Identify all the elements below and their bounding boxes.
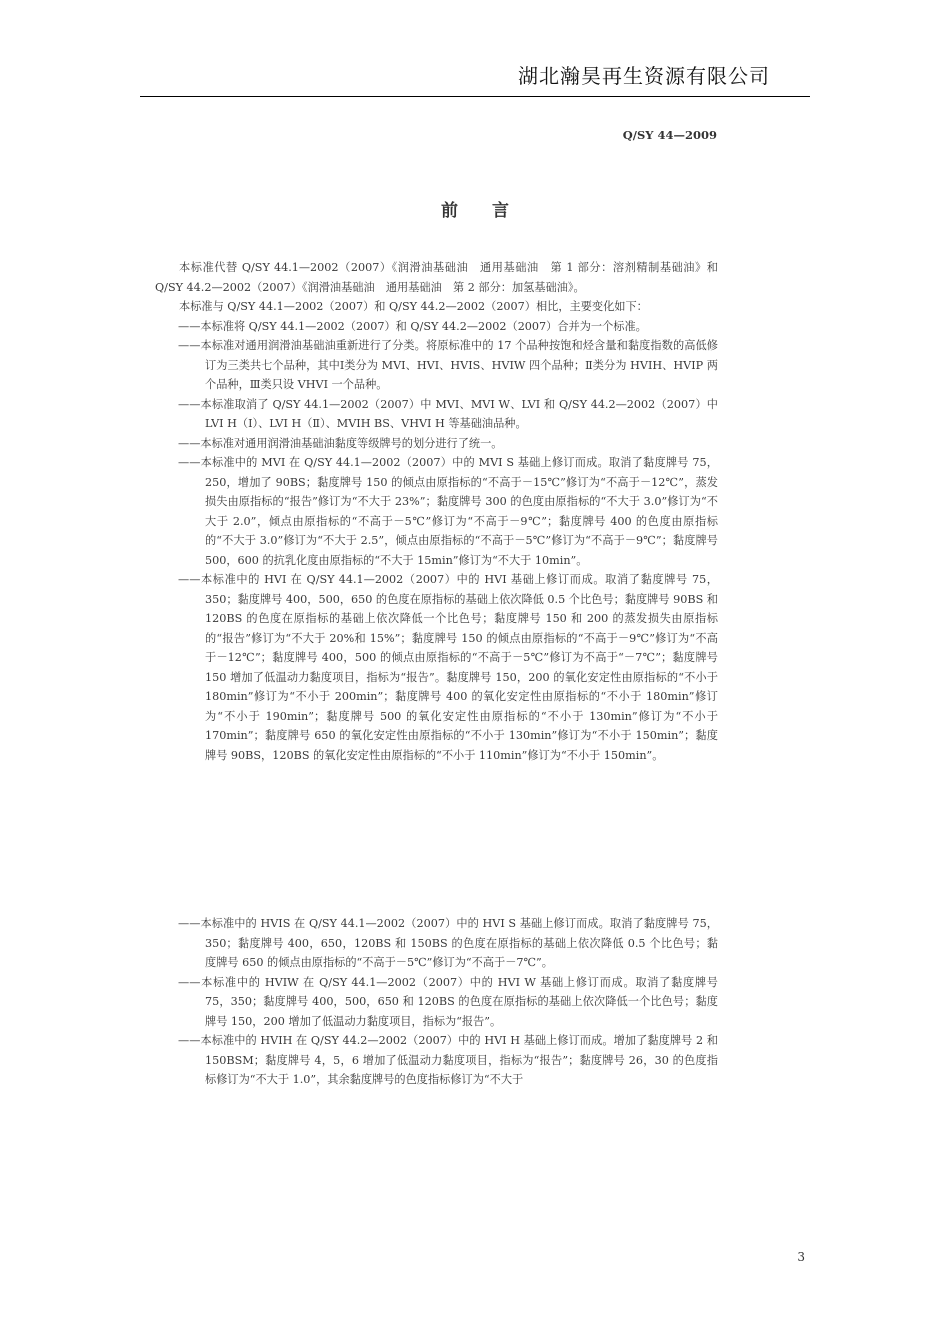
page-title [0, 196, 950, 221]
title-char-right: 言 [492, 201, 509, 221]
change-item: ——本标准对通用润滑油基础油重新进行了分类。将原标准中的 17 个品种按饱和烃含量和黏度指数的高低修订为三类共七个品种，其中Ⅰ类分为 MVI、HVI、HVIS、HVIW 四个品种；Ⅱ类分为 HVIH、HVIP 两个品种，Ⅲ类只设 VHVI 一个品种。 [178, 339, 718, 391]
change-item: ——本标准中的 MVI 在 Q/SY 44.1—2002（2007）中的 MVI S 基础上修订而成。取消了黏度牌号 75，250，增加了 90BS；黏度牌号 150 的倾点由原指标的“不高于－15℃”修订为“不高于－12℃”，蒸发损失由原指标的“报告”修订为“不大于 23%”；黏度牌号 300 的色度由原指标的“不大于 3.0”修订为“不大于 2.0”，倾点由原指标的“不高于－5℃”修订为“不高于－9℃”；黏度牌号 400 的色度由原指标的“不大于 3.0”修订为“不大于 2.5”，倾点由原指标的“不高于－5℃”修订为“不高于－9℃”；黏度牌号 500，600 的抗乳化度由原指标的“不大于 15min”修订为“不大于 10min”。 [178, 456, 718, 567]
change-item: ——本标准中的 HVIS 在 Q/SY 44.1—2002（2007）中的 HVI S 基础上修订而成。取消了黏度牌号 75，350；黏度牌号 400，650，120BS 和 150BS 的色度在原指标的基础上依次降低 0.5 个比色号；黏度牌号 650 的倾点由原指标的“不高于－5℃”修订为“不高于－7℃”。 [178, 917, 718, 969]
page-number: 3 [797, 1250, 805, 1264]
body-block-upper [155, 258, 718, 765]
standard-code: Q/SY 44—2009 [622, 128, 717, 142]
change-item: ——本标准中的 HVIH 在 Q/SY 44.2—2002（2007）中的 HVI H 基础上修订而成。增加了黏度牌号 2 和 150BSM；黏度牌号 4，5，6 增加了低温动力黏度项目，指标为“报告”；黏度牌号 26，30 的色度指标修订为“不大于 1.0”，其余黏度牌号的色度指标修订为“不大于 [178, 1034, 718, 1086]
header-rule [140, 96, 810, 97]
change-item: ——本标准取消了 Q/SY 44.1—2002（2007）中 MVI、MVI W、LVI 和 Q/SY 44.2—2002（2007）中 LVI H（Ⅰ）、LVI H（Ⅱ）、MVIH BS、VHVI H 等基础油品种。 [178, 397, 718, 430]
change-item: ——本标准将 Q/SY 44.1—2002（2007）和 Q/SY 44.2—2002（2007）合并为一个标准。 [178, 319, 647, 333]
body-block-lower [155, 914, 718, 1090]
title-char-left: 前 [441, 201, 458, 221]
change-item: ——本标准中的 HVIW 在 Q/SY 44.1—2002（2007）中的 HVI W 基础上修订而成。取消了黏度牌号 75，350；黏度牌号 400，500，650 和 120BS 的色度在原指标的基础上依次降低一个比色号；黏度牌号 150，200 增加了低温动力黏度项目，指标为“报告”。 [178, 975, 718, 1028]
company-name: 湖北瀚昊再生资源有限公司 [518, 64, 770, 88]
change-item: ——本标准对通用润滑油基础油黏度等级牌号的划分进行了统一。 [178, 436, 503, 450]
intro-paragraph: 本标准代替 Q/SY 44.1—2002（2007）《润滑油基础油 通用基础油 第 1 部分：溶剂精制基础油》和 Q/SY 44.2—2002（2007）《润滑油基础油 通用基础油 第 2 部分：加氢基础油》。 [155, 261, 718, 294]
intro-paragraph: 本标准与 Q/SY 44.1—2002（2007）和 Q/SY 44.2—2002（2007）相比，主要变化如下： [179, 300, 648, 313]
change-item: ——本标准中的 HVI 在 Q/SY 44.1—2002（2007）中的 HVI 基础上修订而成。取消了黏度牌号 75，350；黏度牌号 400，500，650 的色度在原指标的基础上依次降低 0.5 个比色号；黏度牌号 90BS 和 120BS 的色度在原指标的基础上依次降低一个比色号；黏度牌号 150 和 200 的蒸发损失由原指标的“报告”修订为“不大于 20%和 15%”；黏度牌号 150 的倾点由原指标的“不高于－9℃”修订为“不高于－12℃”；黏度牌号 400，500 的倾点由原指标的“不高于－5℃”修订为不高于“－7℃”；黏度牌号 150 增加了低温动力黏度项目，指标为“报告”。黏度牌号 150，200 的氧化安定性由原指标的“不小于 180min”修订为“不小于 200min”；黏度牌号 400 的氧化安定性由原指标的“不小于 180min”修订为“不小于 190min”；黏度牌号 500 的氧化安定性由原指标的“不小于 130min”修订为“不小于 170min”；黏度牌号 650 的氧化安定性由原指标的“不小于 130min”修订为“不小于 150min”；黏度牌号 90BS，120BS 的氧化安定性由原指标的“不小于 110min”修订为“不小于 150min”。 [178, 573, 718, 762]
